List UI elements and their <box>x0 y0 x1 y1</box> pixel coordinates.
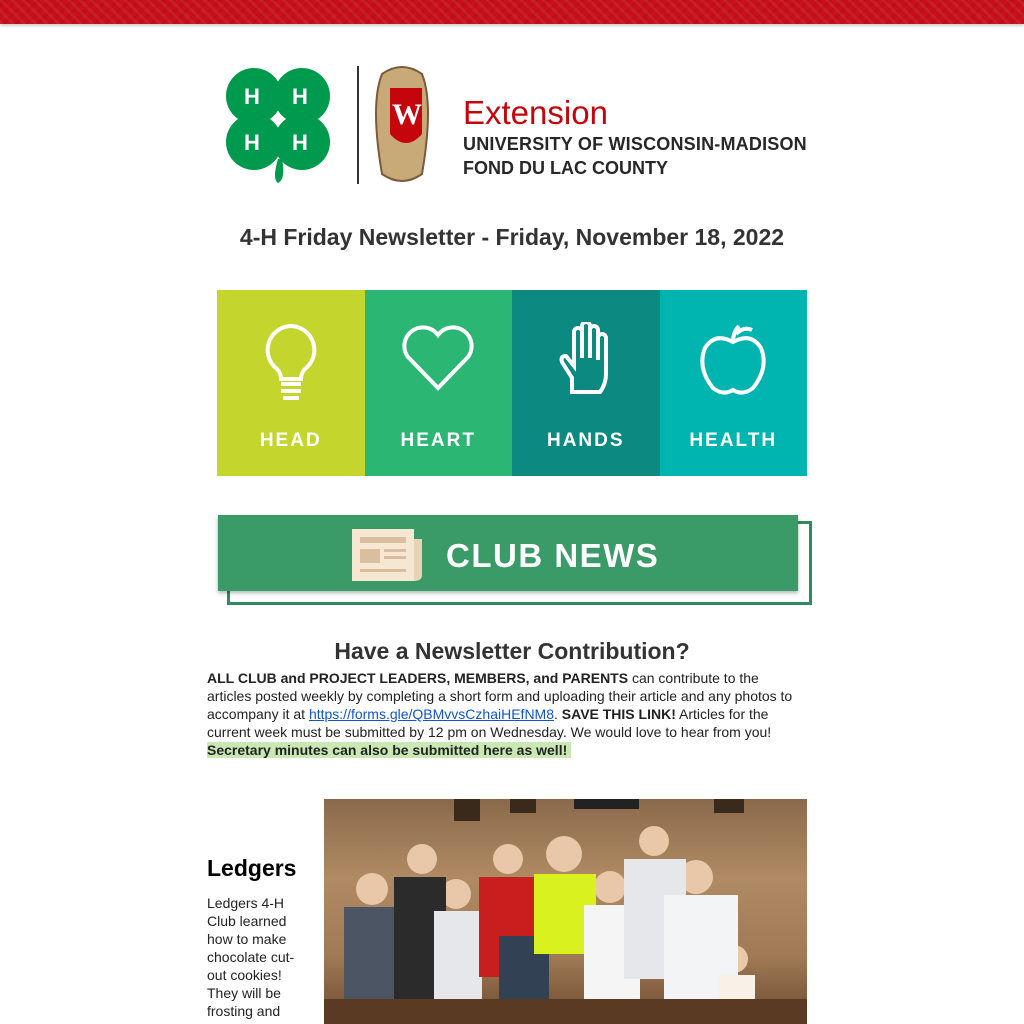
text: Articles for the current week must be submitted by 12 pm on Wednesday. We would love to hear from you! <box>207 706 772 740</box>
uw-crest-icon <box>376 67 428 181</box>
pillar-label: HEAD <box>259 430 322 451</box>
ledgers-text: Ledgers 4-H Club learned how to make chocolate cut-out cookies! They will be frosting and <box>207 895 295 1019</box>
club-news-label: CLUB NEWS <box>446 537 660 574</box>
pillar-label: HEALTH <box>689 430 778 451</box>
form-link[interactable]: https://forms.gle/QBMvvsCzhaiHEfNM8 <box>308 706 554 722</box>
ledgers-heading: Ledgers <box>207 855 297 881</box>
newsletter-title: 4-H Friday Newsletter - Friday, November 18, 2022 <box>239 224 785 250</box>
pillar-health <box>660 290 808 476</box>
contribution-text <box>207 669 807 759</box>
pillar-label: HEART <box>400 430 476 451</box>
text: can contribute to the articles posted weekly by completing a short form and uploading their article and any photos to accompany it at <box>207 670 793 722</box>
lead-bold: ALL CLUB and PROJECT LEADERS, MEMBERS, and PARENTS <box>207 670 629 686</box>
four-h-pillars <box>217 290 807 476</box>
lightbulb-icon <box>261 322 321 402</box>
contribution-heading: Have a Newsletter Contribution? <box>334 638 690 664</box>
pillar-heart <box>365 290 513 476</box>
pillar-label: HANDS <box>546 430 625 451</box>
svg-text:H: H <box>244 130 260 155</box>
photo-illustration <box>324 799 807 1024</box>
svg-text:H: H <box>292 130 308 155</box>
svg-text:H: H <box>292 84 308 109</box>
logo-divider <box>357 66 359 184</box>
club-news-banner <box>218 515 810 603</box>
secretary-highlight: Secretary minutes can also be submitted here as well! <box>207 742 571 758</box>
pillar-head <box>217 290 365 476</box>
heart-icon <box>401 322 475 392</box>
save-link-bold: SAVE THIS LINK! <box>561 706 676 722</box>
top-banner <box>0 0 1024 24</box>
county-label: FOND DU LAC COUNTY <box>463 158 668 178</box>
text: . <box>554 706 562 722</box>
pillar-hands <box>512 290 660 476</box>
apple-icon <box>698 322 768 396</box>
extension-label: Extension <box>463 94 608 131</box>
hand-icon <box>558 322 614 398</box>
club-photo <box>324 799 807 1024</box>
svg-text:W: W <box>392 98 422 131</box>
banner-fill <box>218 515 798 591</box>
svg-text:H: H <box>244 84 260 109</box>
university-label: UNIVERSITY OF WISCONSIN-MADISON <box>463 134 807 154</box>
newspaper-icon <box>352 529 424 583</box>
